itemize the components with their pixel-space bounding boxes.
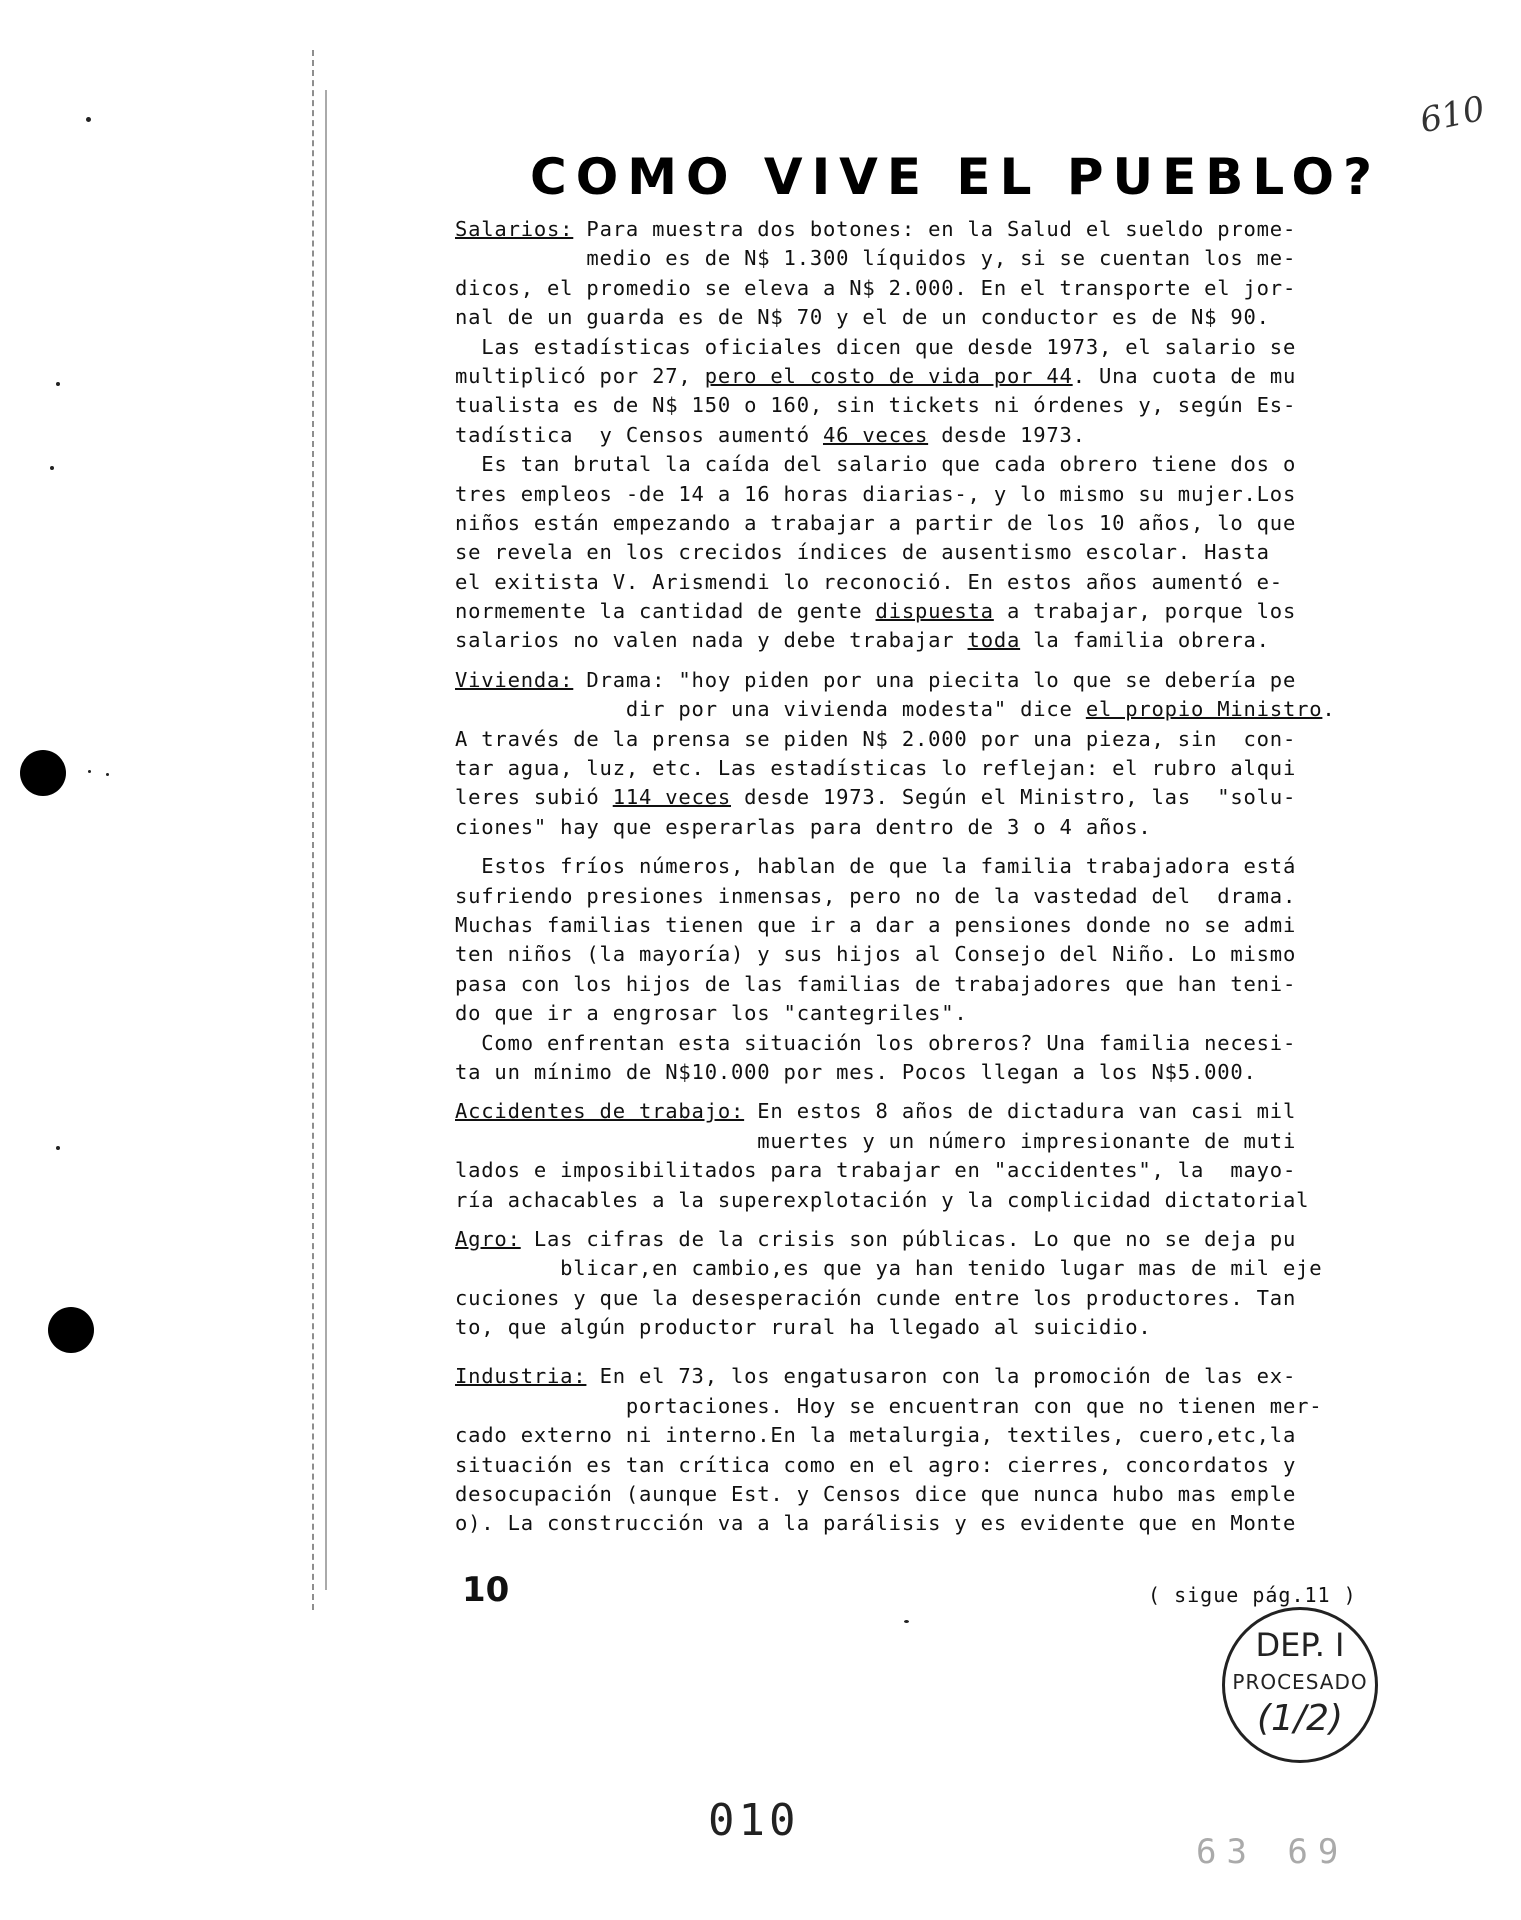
text-run: salarios no valen nada y debe trabajar [455,628,968,653]
text-run: dicos, el promedio se eleva a N$ 2.000. En el transporte el jor- [455,275,1297,300]
text-run: normemente la cantidad de gente [455,599,876,624]
text-run: tadística y Censos aumentó [455,422,823,447]
text-line [455,509,1415,538]
text-run: se revela en los crecidos índices de ausentismo escolar. Hasta [455,540,1270,565]
text-run: ciones" hay que esperarlas para dentro de 3 o 4 años. [455,814,1152,839]
text-line [455,450,1415,479]
speck [56,382,60,386]
text-run: Como enfrentan esta situación los obreros? Una familia necesi- [455,1030,1297,1055]
text-run: Las estadísticas oficiales dicen que desde 1973, el salario se [455,334,1297,359]
text-run: desde 1973. [928,422,1086,447]
text-line [455,1421,1415,1450]
text-line [455,362,1415,391]
text-line [455,215,1415,244]
text-run: Para muestra dos botones: en la Salud el sueldo prome- [573,217,1297,241]
text-run: En estos 8 años de dictadura van casi mil [744,1099,1297,1124]
text-line [455,970,1415,999]
text-line [455,813,1415,842]
text-line [455,1186,1415,1215]
text-line [455,244,1415,273]
archive-number: 63 69 [1196,1832,1349,1872]
text-run: medio es de N$ 1.300 líquidos y, si se cuentan los me- [455,246,1297,271]
text-line [455,1451,1415,1480]
underlined-text: 46 veces [822,422,929,447]
underlined-text: Industria: [455,1364,587,1389]
text-line [455,1097,1415,1126]
speck [88,770,91,773]
underlined-text: 114 veces [612,785,731,810]
text-run: desde 1973. Según el Ministro, las "solu- [731,785,1297,810]
text-line [455,911,1415,940]
underlined-text: Salarios: [455,217,574,241]
text-line [455,1284,1415,1313]
binding-line [325,90,331,1590]
page-title: COMO VIVE EL PUEBLO? [530,148,1381,206]
text-line [455,1313,1415,1342]
underlined-text: Accidentes de trabajo: [455,1099,745,1124]
stamp-fraction: (1/2) [1256,1698,1344,1739]
text-line [455,1480,1415,1509]
text-run: do que ir a engrosar los "cantegriles". [455,1001,968,1026]
handwritten-page-number: 610 [1416,88,1489,142]
binding-edge [312,50,324,1610]
text-run: tualista es de N$ 150 o 160, sin tickets ni órdenes y, según Es- [455,393,1297,418]
text-line [455,940,1415,969]
text-run: sufriendo presiones inmensas, pero no de la vastedad del drama. [455,883,1297,908]
text-run: niños están empezando a trabajar a partir de los 10 años, lo que [455,510,1297,535]
text-run: blicar,en cambio,es que ya han tenido lugar mas de mil eje [455,1256,1323,1281]
text-line [455,754,1415,783]
text-run: la familia obrera. [1020,628,1270,653]
text-line [455,274,1415,303]
text-run: Drama: "hoy piden por una piecita lo que se debería pe [573,667,1297,692]
text-run: a trabajar, porque los [993,599,1297,624]
underlined-text: pero el costo de vida por 44 [704,363,1073,388]
text-run: to, que algún productor rural ha llegado al suicidio. [455,1315,1152,1340]
page-number: 10 [462,1570,510,1610]
punch-hole [20,750,66,796]
text-line [455,1225,1415,1254]
text-line [455,538,1415,567]
text-run: Estos fríos números, hablan de que la familia trabajadora está [455,854,1297,879]
text-line [455,725,1415,754]
text-run: ten niños (la mayoría) y sus hijos al Consejo del Niño. Lo mismo [455,942,1297,967]
stamp-department: DEP. I [1255,1626,1345,1664]
text-line [455,626,1415,655]
text-run: . Una cuota de mu [1072,363,1297,388]
text-run: dir por una vivienda modesta" dice [455,697,1086,722]
section-familia [455,852,1415,1087]
underlined-text: Agro: [455,1226,521,1251]
stamp-status: PROCESADO [1232,1670,1368,1694]
text-line [455,852,1415,881]
text-run: Es tan brutal la caída del salario que cada obrero tiene dos o [455,452,1297,477]
text-run: Muchas familias tienen que ir a dar a pensiones donde no se admi [455,912,1297,937]
text-run: multiplicó por 27, [455,363,705,388]
text-run: el exitista V. Arismendi lo reconoció. En estos años aumentó e- [455,569,1283,594]
text-line [455,666,1415,695]
text-line [455,1127,1415,1156]
text-run: portaciones. Hoy se encuentran con que no tienen mer- [455,1393,1323,1418]
text-run: lados e imposibilitados para trabajar en "accidentes", la mayo- [455,1158,1297,1183]
text-line [455,1029,1415,1058]
text-run: En el 73, los engatusaron con la promoción de las ex- [586,1364,1297,1389]
text-run: Las cifras de la crisis son públicas. Lo que no se deja pu [520,1226,1297,1251]
speck [50,466,54,470]
text-line [455,1156,1415,1185]
folio-number: 010 [708,1795,800,1846]
text-line [455,783,1415,812]
text-line [455,1254,1415,1283]
speck [904,1620,909,1623]
underlined-text: Vivienda: [455,667,574,692]
text-line [455,999,1415,1028]
text-run: o). La construcción va a la parálisis y es evidente que en Monte [455,1511,1297,1536]
text-run: ta un mínimo de N$10.000 por mes. Pocos llegan a los N$5.000. [455,1059,1257,1084]
continuation-note: ( sigue pág.11 ) [1148,1583,1357,1607]
underlined-text: el propio Ministro [1085,697,1323,722]
text-run: cuciones y que la desesperación cunde entre los productores. Tan [455,1285,1297,1310]
section-salarios [455,215,1415,656]
text-run: leres subió [455,785,613,810]
text-line [455,480,1415,509]
text-run: muertes y un número impresionante de muti [455,1128,1297,1153]
section-industria [455,1362,1415,1538]
text-line [455,391,1415,420]
text-line [455,1392,1415,1421]
text-run: pasa con los hijos de las familias de trabajadores que han teni- [455,971,1297,996]
text-line [455,333,1415,362]
text-run: A través de la prensa se piden N$ 2.000 por una pieza, sin con- [455,726,1297,751]
text-line [455,568,1415,597]
text-line [455,882,1415,911]
text-run: nal de un guarda es de N$ 70 y el de un conductor es de N$ 90. [455,305,1270,330]
text-line [455,1362,1415,1391]
text-run: ría achacables a la superexplotación y la complicidad dictatorial [455,1187,1310,1212]
text-run: situación es tan crítica como en el agro: cierres, concordatos y [455,1452,1297,1477]
underlined-text: toda [967,628,1021,653]
section-accidentes [455,1097,1415,1215]
text-run: tres empleos -de 14 a 16 horas diarias-, y lo mismo su mujer.Los [455,481,1297,506]
text-line [455,421,1415,450]
article-body [455,215,1415,1539]
department-stamp [1222,1607,1378,1763]
text-line [455,1058,1415,1087]
section-agro [455,1225,1415,1343]
text-run: . [1322,697,1336,722]
section-vivienda [455,666,1415,842]
speck [56,1146,60,1150]
text-line [455,695,1415,724]
speck [106,773,109,776]
text-line [455,303,1415,332]
punch-hole [48,1307,94,1353]
speck [86,117,91,122]
text-line [455,597,1415,626]
text-run: cado externo ni interno.En la metalurgia, textiles, cuero,etc,la [455,1423,1297,1448]
text-run: tar agua, luz, etc. Las estadísticas lo reflejan: el rubro alqui [455,756,1297,781]
underlined-text: dispuesta [875,599,994,624]
text-line [455,1509,1415,1538]
text-run: desocupación (aunque Est. y Censos dice que nunca hubo mas emple [455,1482,1297,1507]
